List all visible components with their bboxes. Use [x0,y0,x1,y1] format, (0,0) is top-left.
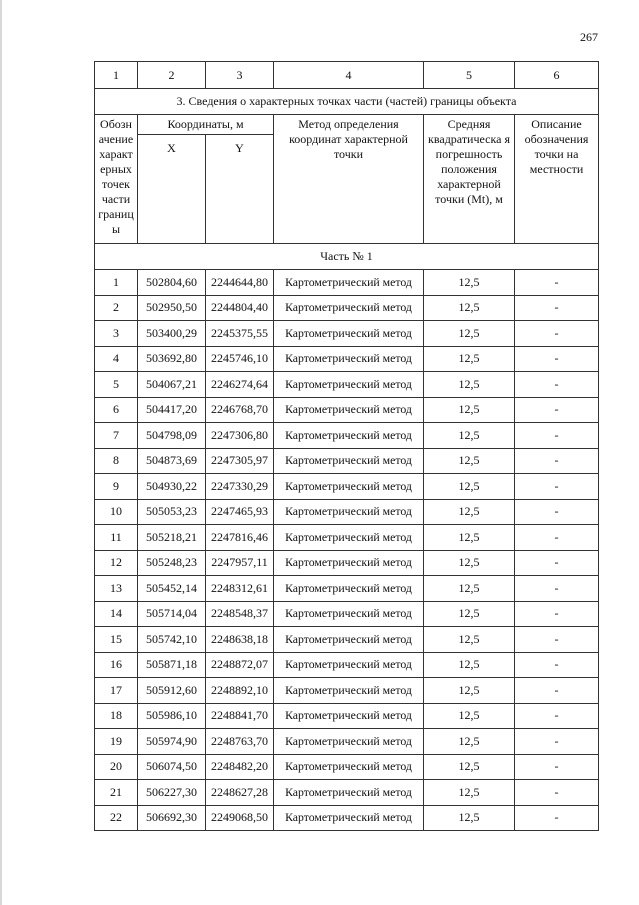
description-value: - [515,780,599,806]
point-number: 12 [95,550,138,576]
coord-x: 504417,20 [138,397,206,423]
accuracy-value: 12,5 [424,270,515,296]
coord-x: 505248,23 [138,550,206,576]
method: Картометрический метод [274,652,424,678]
description-value: - [515,678,599,704]
coord-x: 505986,10 [138,703,206,729]
point-number: 20 [95,754,138,780]
point-number: 9 [95,474,138,500]
description-value: - [515,423,599,449]
coord-x: 505742,10 [138,627,206,653]
method: Картометрический метод [274,601,424,627]
coord-x: 505053,23 [138,499,206,525]
description-value: - [515,346,599,372]
point-number: 7 [95,423,138,449]
point-number: 10 [95,499,138,525]
coord-y: 2248482,20 [206,754,274,780]
description-value: - [515,805,599,831]
column-number: 6 [515,62,599,89]
coord-y: 2246768,70 [206,397,274,423]
method: Картометрический метод [274,678,424,704]
coord-y: 2247816,46 [206,525,274,551]
point-number: 21 [95,780,138,806]
method: Картометрический метод [274,525,424,551]
table-row [95,601,599,627]
section-title-row [95,89,599,115]
description-value: - [515,627,599,653]
point-number: 18 [95,703,138,729]
table-row [95,805,599,831]
boundary-points-table [94,61,599,831]
coord-x: 502804,60 [138,270,206,296]
method: Картометрический метод [274,423,424,449]
table-row [95,321,599,347]
coord-y: 2249068,50 [206,805,274,831]
point-number: 19 [95,729,138,755]
table-row [95,474,599,500]
coord-y: 2248548,37 [206,601,274,627]
accuracy-value: 12,5 [424,346,515,372]
table-row [95,627,599,653]
coord-x: 503400,29 [138,321,206,347]
description-value: - [515,295,599,321]
method: Картометрический метод [274,346,424,372]
header-x: X [138,135,206,244]
coord-y: 2248627,28 [206,780,274,806]
accuracy-value: 12,5 [424,652,515,678]
accuracy-value: 12,5 [424,474,515,500]
accuracy-value: 12,5 [424,576,515,602]
point-number: 11 [95,525,138,551]
column-number: 2 [138,62,206,89]
coord-y: 2245375,55 [206,321,274,347]
column-numbers-row [95,62,599,89]
column-number: 4 [274,62,424,89]
header-row-top [95,115,599,135]
page-number: 267 [580,30,598,44]
point-number: 15 [95,627,138,653]
table-row [95,703,599,729]
table-row [95,652,599,678]
coord-x: 504873,69 [138,448,206,474]
table-row [95,729,599,755]
table-row [95,346,599,372]
header-method: Метод определения координат характерной точки [274,115,424,244]
description-value: - [515,397,599,423]
coord-y: 2248763,70 [206,729,274,755]
column-number: 1 [95,62,138,89]
coord-x: 504930,22 [138,474,206,500]
coord-y: 2247957,11 [206,550,274,576]
point-number: 8 [95,448,138,474]
table-row [95,754,599,780]
accuracy-value: 12,5 [424,601,515,627]
section-title: 3. Сведения о характерных точках части (частей) границы объекта [95,89,599,115]
description-value: - [515,499,599,525]
coord-y: 2245746,10 [206,346,274,372]
method: Картометрический метод [274,321,424,347]
coord-x: 505218,21 [138,525,206,551]
coord-y: 2247465,93 [206,499,274,525]
header-description: Описание обозначения точки на местности [515,115,599,244]
table-row [95,372,599,398]
column-number: 5 [424,62,515,89]
description-value: - [515,474,599,500]
method: Картометрический метод [274,729,424,755]
table-row [95,550,599,576]
table-row [95,295,599,321]
point-number: 3 [95,321,138,347]
method: Картометрический метод [274,780,424,806]
point-number: 14 [95,601,138,627]
accuracy-value: 12,5 [424,550,515,576]
description-value: - [515,703,599,729]
coord-x: 504798,09 [138,423,206,449]
description-value: - [515,321,599,347]
description-value: - [515,525,599,551]
coord-x: 505452,14 [138,576,206,602]
table-row [95,780,599,806]
coord-x: 506074,50 [138,754,206,780]
part-label: Часть № 1 [95,244,599,270]
accuracy-value: 12,5 [424,397,515,423]
method: Картометрический метод [274,397,424,423]
coord-y: 2248892,10 [206,678,274,704]
coord-y: 2244804,40 [206,295,274,321]
accuracy-value: 12,5 [424,703,515,729]
header-coordinates: Координаты, м [138,115,274,135]
point-number: 6 [95,397,138,423]
description-value: - [515,550,599,576]
coord-y: 2248872,07 [206,652,274,678]
coord-x: 505714,04 [138,601,206,627]
coord-x: 506227,30 [138,780,206,806]
coord-y: 2248638,18 [206,627,274,653]
accuracy-value: 12,5 [424,525,515,551]
part-label-row [95,244,599,270]
point-number: 22 [95,805,138,831]
coord-y: 2248312,61 [206,576,274,602]
coord-x: 505871,18 [138,652,206,678]
column-number: 3 [206,62,274,89]
method: Картометрический метод [274,474,424,500]
coord-y: 2246274,64 [206,372,274,398]
table-row [95,270,599,296]
description-value: - [515,754,599,780]
coord-y: 2244644,80 [206,270,274,296]
coord-y: 2247330,29 [206,474,274,500]
description-value: - [515,576,599,602]
point-number: 5 [95,372,138,398]
accuracy-value: 12,5 [424,423,515,449]
method: Картометрический метод [274,499,424,525]
header-accuracy: Средняя квадратическа я погрешность положения характерной точки (Мt), м [424,115,515,244]
coord-x: 502950,50 [138,295,206,321]
point-number: 16 [95,652,138,678]
description-value: - [515,652,599,678]
method: Картометрический метод [274,805,424,831]
method: Картометрический метод [274,576,424,602]
description-value: - [515,270,599,296]
method: Картометрический метод [274,703,424,729]
table-row [95,499,599,525]
accuracy-value: 12,5 [424,321,515,347]
method: Картометрический метод [274,754,424,780]
point-number: 17 [95,678,138,704]
accuracy-value: 12,5 [424,754,515,780]
description-value: - [515,448,599,474]
accuracy-value: 12,5 [424,295,515,321]
table-row [95,448,599,474]
method: Картометрический метод [274,627,424,653]
description-value: - [515,729,599,755]
header-y: Y [206,135,274,244]
method: Картометрический метод [274,550,424,576]
coord-y: 2247305,97 [206,448,274,474]
point-number: 1 [95,270,138,296]
accuracy-value: 12,5 [424,780,515,806]
point-number: 2 [95,295,138,321]
coord-x: 503692,80 [138,346,206,372]
table-row [95,678,599,704]
method: Картометрический метод [274,372,424,398]
description-value: - [515,601,599,627]
method: Картометрический метод [274,270,424,296]
table-row [95,423,599,449]
accuracy-value: 12,5 [424,448,515,474]
page-left-edge [0,0,2,905]
description-value: - [515,372,599,398]
point-number: 4 [95,346,138,372]
header-point-designation: Обозн ачение характ ерных точек части границ ы [95,115,138,244]
coord-x: 506692,30 [138,805,206,831]
table-row [95,397,599,423]
method: Картометрический метод [274,295,424,321]
table-row [95,576,599,602]
accuracy-value: 12,5 [424,805,515,831]
accuracy-value: 12,5 [424,499,515,525]
coord-x: 504067,21 [138,372,206,398]
accuracy-value: 12,5 [424,627,515,653]
table-row [95,525,599,551]
accuracy-value: 12,5 [424,729,515,755]
point-number: 13 [95,576,138,602]
accuracy-value: 12,5 [424,678,515,704]
method: Картометрический метод [274,448,424,474]
coord-x: 505974,90 [138,729,206,755]
coord-x: 505912,60 [138,678,206,704]
coord-y: 2247306,80 [206,423,274,449]
accuracy-value: 12,5 [424,372,515,398]
coord-y: 2248841,70 [206,703,274,729]
